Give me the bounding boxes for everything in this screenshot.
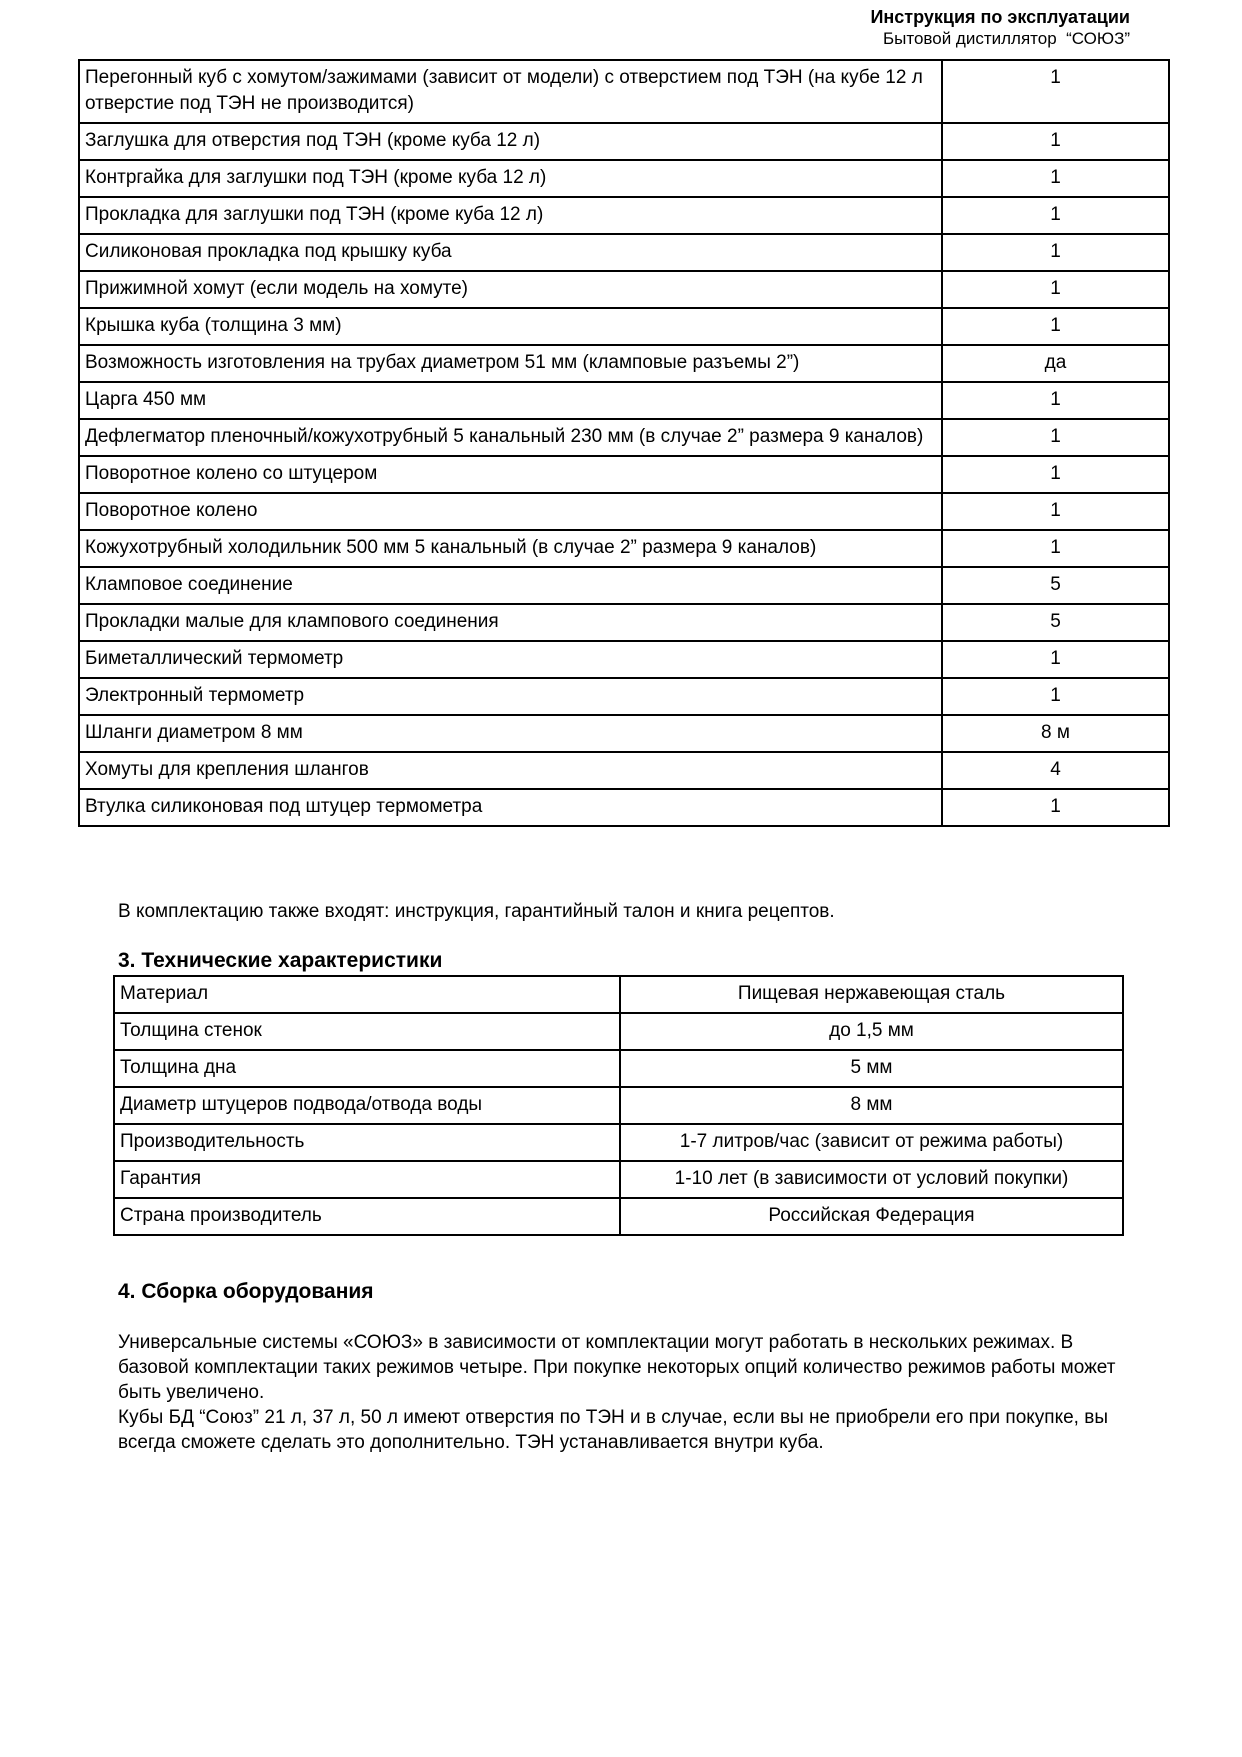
item-name: Электронный термометр: [79, 678, 942, 715]
table-row: [79, 604, 1169, 641]
spec-value: Пищевая нержавеющая сталь: [620, 976, 1123, 1013]
item-quantity: 1: [942, 419, 1169, 456]
item-quantity: 1: [942, 160, 1169, 197]
table-row: [79, 789, 1169, 826]
item-name: Кожухотрубный холодильник 500 мм 5 канальный (в случае 2” размера 9 каналов): [79, 530, 942, 567]
item-quantity: 5: [942, 604, 1169, 641]
item-name: Кламповое соединение: [79, 567, 942, 604]
spec-parameter: Толщина дна: [114, 1050, 620, 1087]
spec-parameter: Производительность: [114, 1124, 620, 1161]
table-row: [79, 60, 1169, 123]
table-row: [79, 419, 1169, 456]
assembly-text: [118, 1330, 1128, 1455]
table-row: [114, 976, 1123, 1013]
item-quantity: 1: [942, 789, 1169, 826]
table-row: [114, 1087, 1123, 1124]
item-quantity: 5: [942, 567, 1169, 604]
spec-parameter: Диаметр штуцеров подвода/отвода воды: [114, 1087, 620, 1124]
table-row: [79, 123, 1169, 160]
assembly-paragraph: Кубы БД “Союз” 21 л, 37 л, 50 л имеют отверстия по ТЭН и в случае, если вы не приобрели его при покупке, вы всегда сможете сделать это дополнительно. ТЭН устанавливается внутри куба.: [118, 1407, 1108, 1453]
table-row: [79, 715, 1169, 752]
item-quantity: 4: [942, 752, 1169, 789]
item-quantity: 1: [942, 60, 1169, 123]
spec-parameter: Гарантия: [114, 1161, 620, 1198]
document-title: Инструкция по эксплуатации: [870, 7, 1130, 27]
item-quantity: 1: [942, 456, 1169, 493]
table-row: [79, 271, 1169, 308]
table-row: [79, 456, 1169, 493]
item-name: Заглушка для отверстия под ТЭН (кроме куба 12 л): [79, 123, 942, 160]
spec-value: 5 мм: [620, 1050, 1123, 1087]
spec-parameter: Страна производитель: [114, 1198, 620, 1235]
item-quantity: 1: [942, 197, 1169, 234]
package-contents-table: [78, 59, 1170, 827]
item-name: Хомуты для крепления шлангов: [79, 752, 942, 789]
spec-value: 8 мм: [620, 1087, 1123, 1124]
item-quantity: 1: [942, 678, 1169, 715]
item-name: Прокладки малые для клампового соединения: [79, 604, 942, 641]
item-quantity: 8 м: [942, 715, 1169, 752]
table-row: [114, 1013, 1123, 1050]
item-name: Шланги диаметром 8 мм: [79, 715, 942, 752]
item-name: Контргайка для заглушки под ТЭН (кроме куба 12 л): [79, 160, 942, 197]
table-row: [79, 493, 1169, 530]
item-name: Крышка куба (толщина 3 мм): [79, 308, 942, 345]
spec-value: 1-7 литров/час (зависит от режима работы): [620, 1124, 1123, 1161]
item-quantity: 1: [942, 493, 1169, 530]
item-quantity: 1: [942, 123, 1169, 160]
item-quantity: 1: [942, 234, 1169, 271]
document-subtitle: Бытовой дистиллятор “СОЮЗ”: [882, 29, 1130, 48]
spec-parameter: Материал: [114, 976, 620, 1013]
table-row: [79, 160, 1169, 197]
table-row: [114, 1161, 1123, 1198]
spec-value: 1-10 лет (в зависимости от условий покупки): [620, 1161, 1123, 1198]
table-row: [79, 567, 1169, 604]
item-name: Прижимной хомут (если модель на хомуте): [79, 271, 942, 308]
item-name: Перегонный куб с хомутом/зажимами (зависит от модели) с отверстием под ТЭН (на кубе 12 л отверстие под ТЭН не производится): [79, 60, 942, 123]
assembly-heading: 4. Сборка оборудования: [118, 1280, 374, 1303]
table-row: [79, 678, 1169, 715]
item-name: Втулка силиконовая под штуцер термометра: [79, 789, 942, 826]
table-row: [79, 197, 1169, 234]
item-name: Биметаллический термометр: [79, 641, 942, 678]
item-name: Дефлегматор пленочный/кожухотрубный 5 канальный 230 мм (в случае 2” размера 9 каналов): [79, 419, 942, 456]
table-row: [79, 382, 1169, 419]
item-name: Поворотное колено со штуцером: [79, 456, 942, 493]
item-name: Прокладка для заглушки под ТЭН (кроме куба 12 л): [79, 197, 942, 234]
table-row: [79, 345, 1169, 382]
item-name: Царга 450 мм: [79, 382, 942, 419]
table-row: [79, 530, 1169, 567]
item-quantity: 1: [942, 308, 1169, 345]
package-note: В комплектацию также входят: инструкция, гарантийный талон и книга рецептов.: [118, 901, 835, 922]
specs-heading: 3. Технические характеристики: [118, 949, 443, 972]
table-row: [114, 1050, 1123, 1087]
page-header: [870, 6, 1130, 49]
item-quantity: 1: [942, 530, 1169, 567]
item-name: Поворотное колено: [79, 493, 942, 530]
table-row: [79, 308, 1169, 345]
technical-specs-table: [113, 975, 1124, 1236]
item-quantity: да: [942, 345, 1169, 382]
assembly-paragraph: Универсальные системы «СОЮЗ» в зависимости от комплектации могут работать в нескольких режимах. В базовой комплектации таких режимов четыре. При покупке некоторых опций количество режимов работы может быть увеличено.: [118, 1332, 1116, 1403]
table-row: [79, 641, 1169, 678]
item-name: Силиконовая прокладка под крышку куба: [79, 234, 942, 271]
item-name: Возможность изготовления на трубах диаметром 51 мм (кламповые разъемы 2”): [79, 345, 942, 382]
table-row: [114, 1124, 1123, 1161]
spec-value: до 1,5 мм: [620, 1013, 1123, 1050]
item-quantity: 1: [942, 271, 1169, 308]
spec-value: Российская Федерация: [620, 1198, 1123, 1235]
table-row: [79, 234, 1169, 271]
item-quantity: 1: [942, 641, 1169, 678]
item-quantity: 1: [942, 382, 1169, 419]
table-row: [79, 752, 1169, 789]
table-row: [114, 1198, 1123, 1235]
spec-parameter: Толщина стенок: [114, 1013, 620, 1050]
